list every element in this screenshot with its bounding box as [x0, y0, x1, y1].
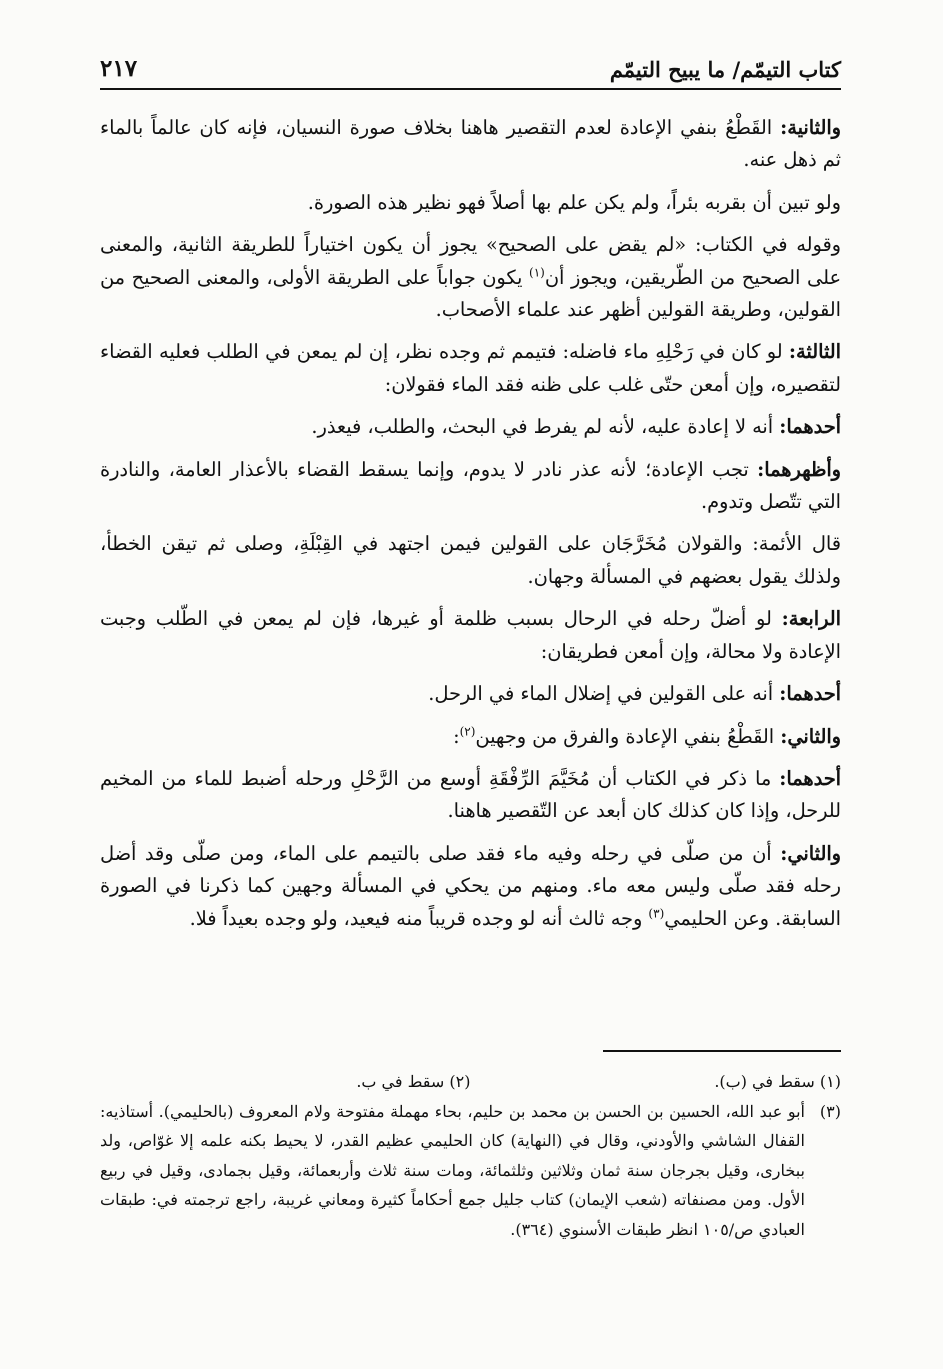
- footnote-3: [100, 1097, 841, 1245]
- paragraph: [100, 112, 841, 177]
- page-header: [100, 50, 841, 90]
- running-title: كتاب التيمّم/ ما يبيح التيمّم: [609, 57, 841, 82]
- paragraph-text: يكون جواباً على الطريقة الأولى، والمعنى الصحيح من القولين، وطريقة القولين أظهر عند علماء الأصحاب.: [100, 265, 841, 322]
- paragraph-text: وجه ثالث أنه لو وجده قريباً منه فيعيد، ولو وجده بعيداً فلا.: [189, 906, 649, 930]
- paragraph: [100, 721, 841, 753]
- paragraph: [100, 454, 841, 519]
- paragraph: [100, 763, 841, 828]
- paragraph-text: أنه على القولين في إضلال الماء في الرحل.: [428, 682, 780, 706]
- paragraph: [100, 229, 841, 326]
- footnote-2: [100, 1067, 471, 1097]
- footnote-1: [471, 1067, 842, 1097]
- paragraph-text: ما ذكر في الكتاب أن مُخَيَّمَ الرِّفْقَةِ أوسع من الرَّحْلِ ورحله أضبط للماء من المخيم للرحل، وإذا كان كذلك كان أبعد عن التّقصير هاهنا.: [100, 766, 841, 823]
- paragraph-text: أن من صلّى في رحله وفيه ماء فقد صلى بالتيمم على الماء، ومن صلّى وقد أضل رحله فقد صلّى وليس معه ماء. ومنهم من يحكي في المسألة وجهين كما ذكرنا في الصورة السابقة. وعن الحليمي: [100, 841, 841, 930]
- paragraph: [100, 678, 841, 710]
- paragraph-text: أنه لا إعادة عليه، لأنه لم يفرط في البحث، والطلب، فيعذر.: [311, 415, 780, 439]
- paragraph-text: لو أضلّ رحله في الرحال بسبب ظلمة أو غيرها، فإن لم يمعن في الطّلب وجبت الإعادة ولا محالة، وإن أمعن فطريقان:: [100, 607, 841, 663]
- paragraph-text: ولو تبين أن بقربه بئراً، ولم يكن علم بها أصلاً فهو نظير هذه الصورة.: [307, 190, 841, 214]
- paragraph-text: القَطْعُ بنفي الإعادة والفرق من وجهين: [475, 724, 781, 748]
- lead-term: والثاني:: [780, 841, 841, 865]
- main-text: [100, 112, 841, 945]
- paragraph: [100, 411, 841, 443]
- footnote-row: [100, 1067, 841, 1097]
- paragraph: [100, 838, 841, 935]
- footnote-number: (٢): [449, 1072, 471, 1091]
- footnote-text: أبو عبد الله، الحسين بن الحسن بن محمد بن حليم، بحاء مهملة مفتوحة ولام المعروف (بالحليمي). أستاذيه: القفال الشاشي والأودني، وقال في (النهاية) كان الحليمي عظيم القدر، لا يحيط بكنه علمه إلا غوّاص، ولد ببخارى، وقيل بجرجان سنة ثمان وثلاثين وثلثمائة، ومات سنة ثلاث وأربعمائة، وقيل بجمادى، وقيل في ربيع الأول. ومن مصنفاته (شعب الإيمان) كتاب جليل جمع أحكاماً كثيرة ومعاني غريبة، راجع ترجمته في: طبقات العبادي ص/١٠٥ انظر طبقات الأسنوي (٣٦٤).: [100, 1101, 805, 1239]
- paragraph: [100, 528, 841, 593]
- footnote-ref[interactable]: (٣): [648, 906, 665, 921]
- footnotes: [100, 1067, 841, 1244]
- page-number: ٢١٧: [100, 55, 138, 82]
- paragraph-text: :: [453, 724, 460, 748]
- footnote-text: سقط في ب.: [356, 1072, 445, 1091]
- paragraph-text: تجب الإعادة؛ لأنه عذر نادر لا يدوم، وإنما يسقط القضاء بالأعذار العامة، والنادرة التي تتّصل وتدوم.: [100, 457, 841, 514]
- footnote-text: سقط في (ب).: [714, 1072, 815, 1091]
- footnote-ref[interactable]: (١): [529, 265, 545, 280]
- lead-term: أحدهما:: [779, 415, 841, 439]
- paragraph-text: وقوله في الكتاب: «لم يقض على الصحيح» يجوز أن يكون اختياراً للطريقة الثانية، والمعنى على الصحيح من الطّريقين، ويجوز أن: [100, 233, 841, 289]
- lead-term: وأظهرهما:: [757, 457, 841, 481]
- lead-term: أحدهما:: [779, 682, 841, 706]
- paragraph: [100, 336, 841, 401]
- paragraph-text: لو كان في رَحْلِهِ ماء فاضله: فتيمم ثم وجده نظر، إن لم يمعن في الطلب فعليه القضاء لتقصيره، وإن أمعن حتّى غلب على ظنه فقد الماء فقولان:: [100, 340, 841, 396]
- footnote-number: (٣): [819, 1101, 841, 1121]
- footnote-separator: [603, 1050, 841, 1052]
- paragraph: [100, 187, 841, 219]
- footnote-number: (١): [819, 1072, 841, 1091]
- lead-term: والثاني:: [780, 724, 841, 748]
- paragraph-text: القَطْعُ بنفي الإعادة لعدم التقصير هاهنا بخلاف صورة النسيان، فإنه كان عالماً بالماء ثم ذهل عنه.: [100, 116, 841, 172]
- lead-term: الرابعة:: [781, 607, 841, 631]
- paragraph: [100, 603, 841, 668]
- footnote-ref[interactable]: (٢): [459, 724, 476, 739]
- lead-term: الثالثة:: [788, 340, 841, 364]
- lead-term: والثانية:: [780, 116, 841, 139]
- lead-term: أحدهما:: [779, 766, 841, 790]
- paragraph-text: قال الأئمة: والقولان مُخَرَّجَان على القولين فيمن اجتهد في القِبْلَةِ، وصلى ثم تيقن الخطأ، ولذلك يقول بعضهم في المسألة وجهان.: [100, 532, 841, 588]
